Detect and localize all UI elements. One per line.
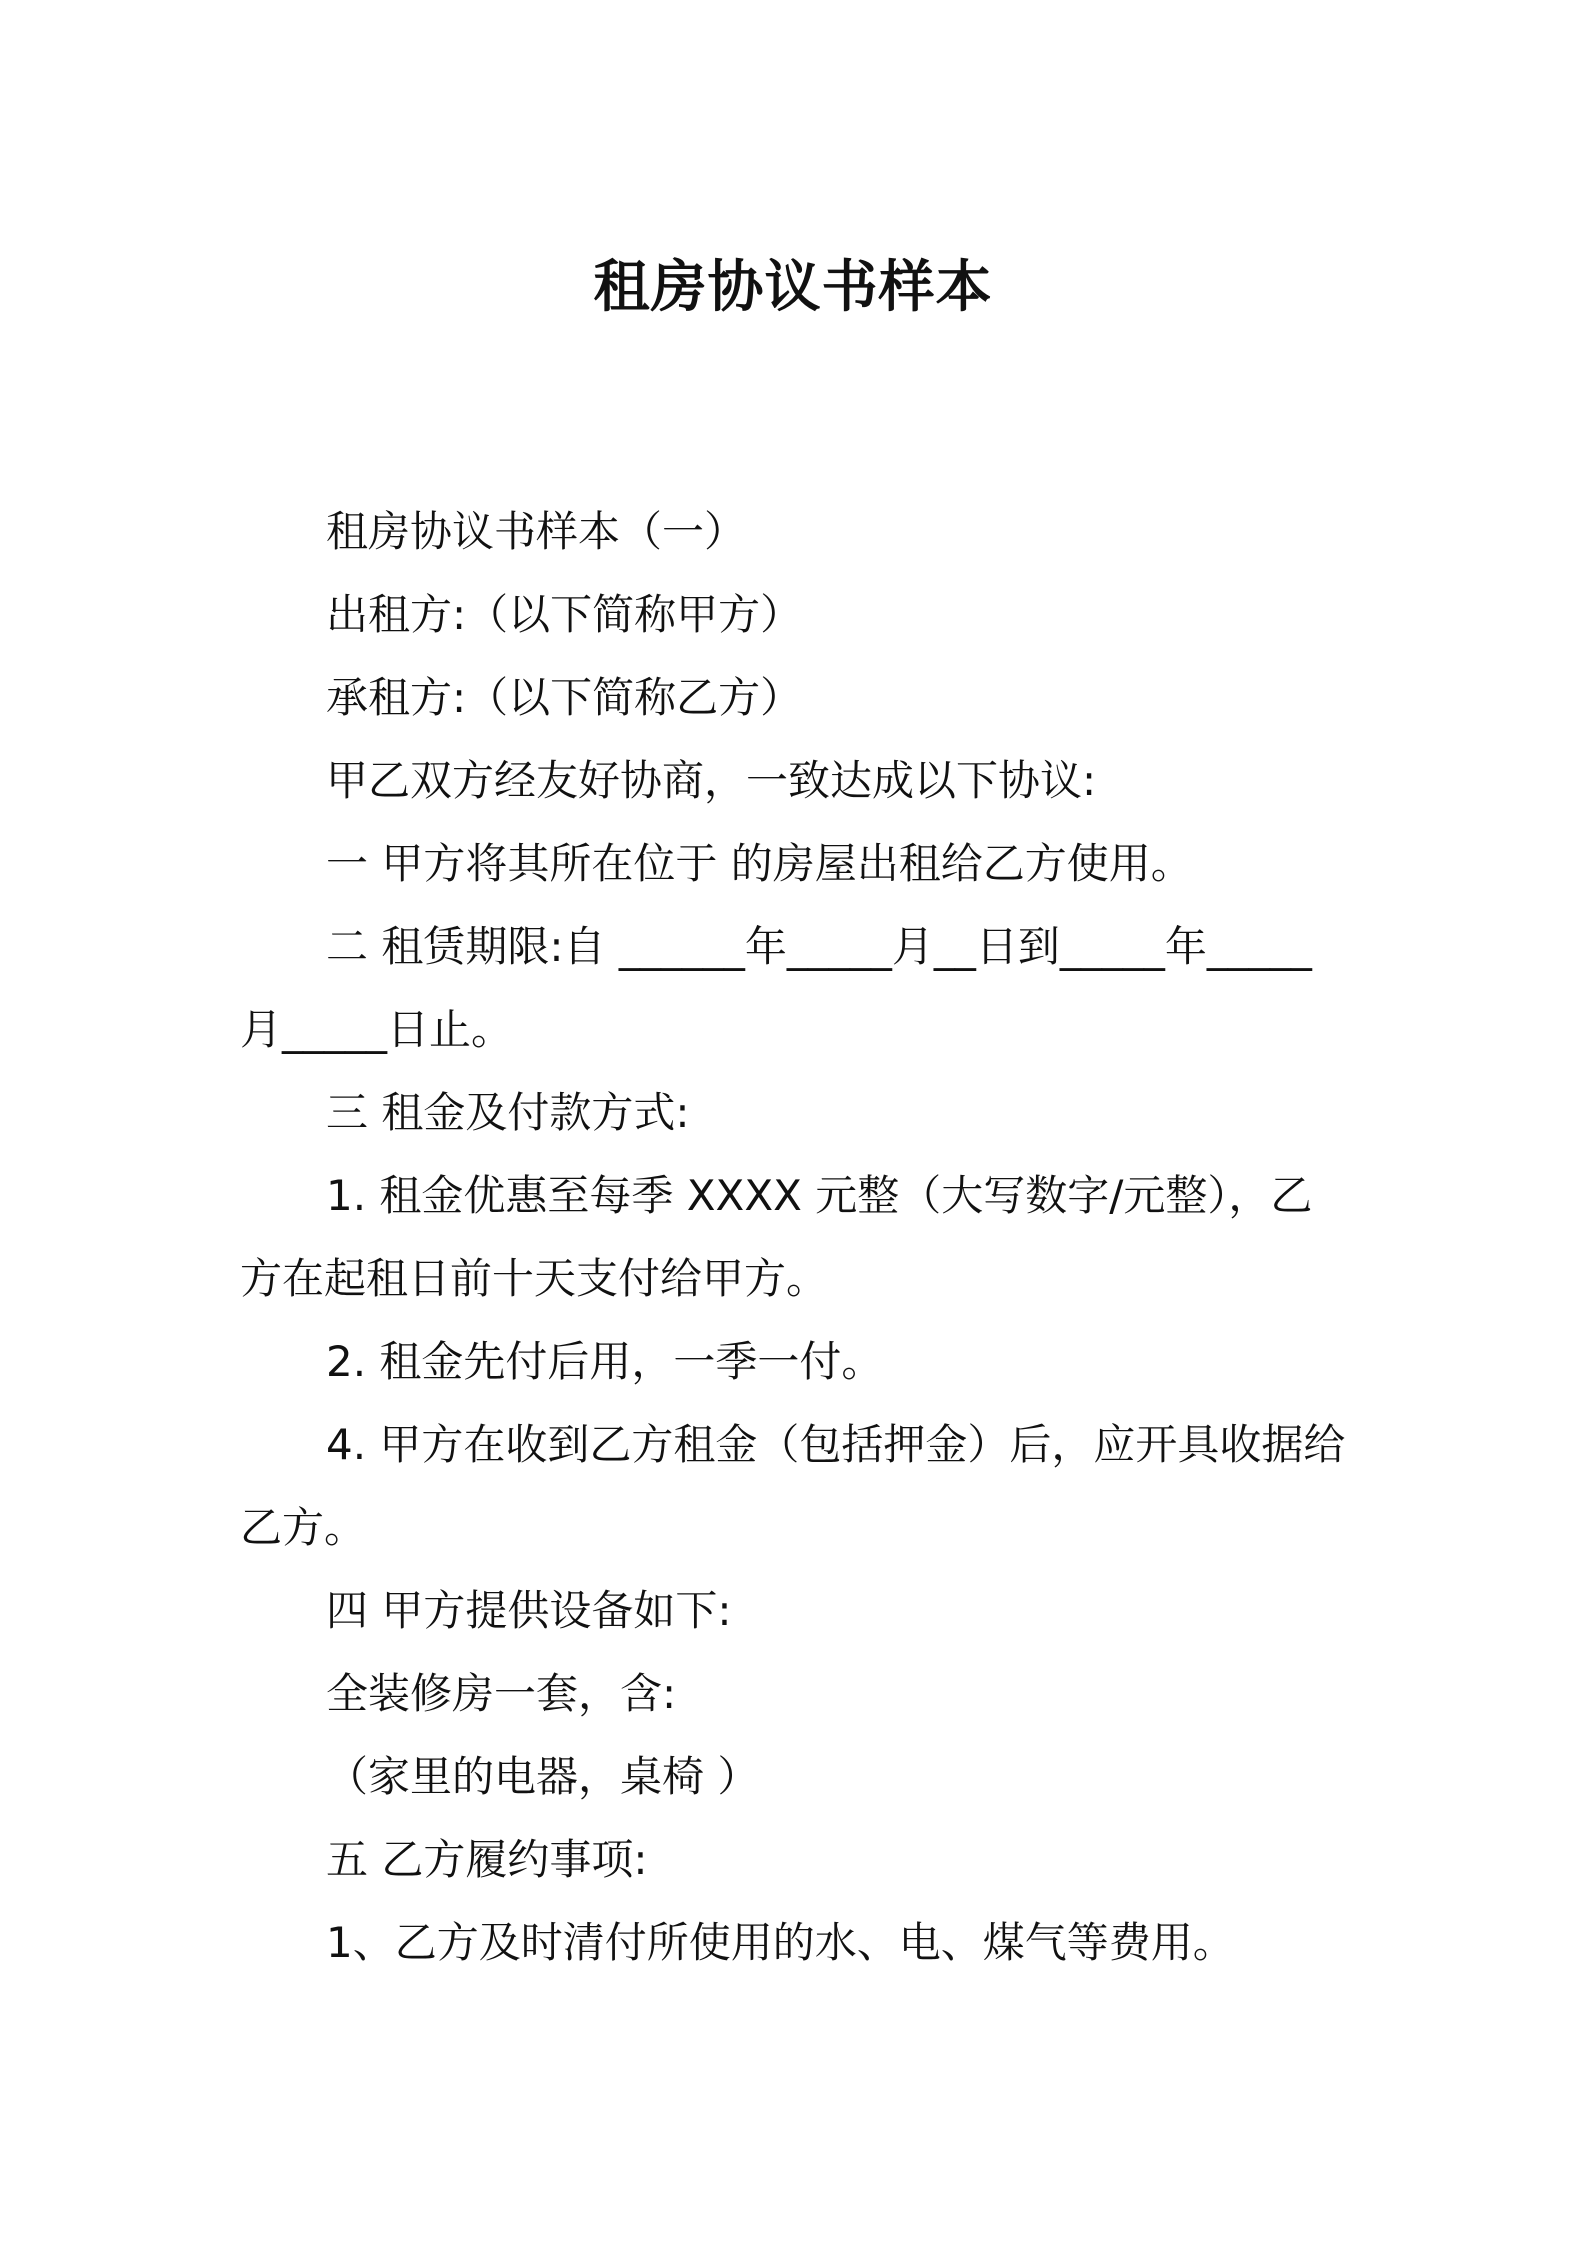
equipment-line: 全装修房一套，含:	[326, 1669, 677, 1718]
clause-three-heading: 三 租金及付款方式:	[326, 1088, 690, 1137]
clause-four-heading: 四 甲方提供设备如下:	[326, 1586, 732, 1635]
payment-item-1: 1. 租金优惠至每季 XXXX 元整（大写数字/元整），乙方在起租日前十天支付给甲方。	[240, 1171, 1313, 1303]
agreement-intro: 甲乙双方经友好协商，一致达成以下协议:	[326, 756, 1097, 805]
document-title: 租房协议书样本	[593, 255, 993, 320]
obligation-item-1: 1、乙方及时清付所使用的水、电、煤气等费用。	[326, 1918, 1235, 1967]
clause-one: 一 甲方将其所在位于 的房屋出租给乙方使用。	[326, 839, 1193, 888]
section-heading: 租房协议书样本（一）	[326, 507, 747, 556]
lessor-line: 出租方:（以下简称甲方）	[326, 590, 803, 639]
payment-item-2: 2. 租金先付后用，一季一付。	[326, 1337, 884, 1386]
equipment-detail: （家里的电器，桌椅 ）	[326, 1752, 760, 1801]
lessee-line: 承租方:（以下简称乙方）	[326, 673, 803, 722]
document-body	[240, 490, 1350, 1984]
clause-two: 二 租赁期限:自 ______年_____月__日到_____年_____月_____日止。	[240, 922, 1312, 1054]
clause-five-heading: 五 乙方履约事项:	[326, 1835, 648, 1884]
payment-item-4: 4. 甲方在收到乙方租金（包括押金）后，应开具收据给乙方。	[240, 1420, 1346, 1552]
